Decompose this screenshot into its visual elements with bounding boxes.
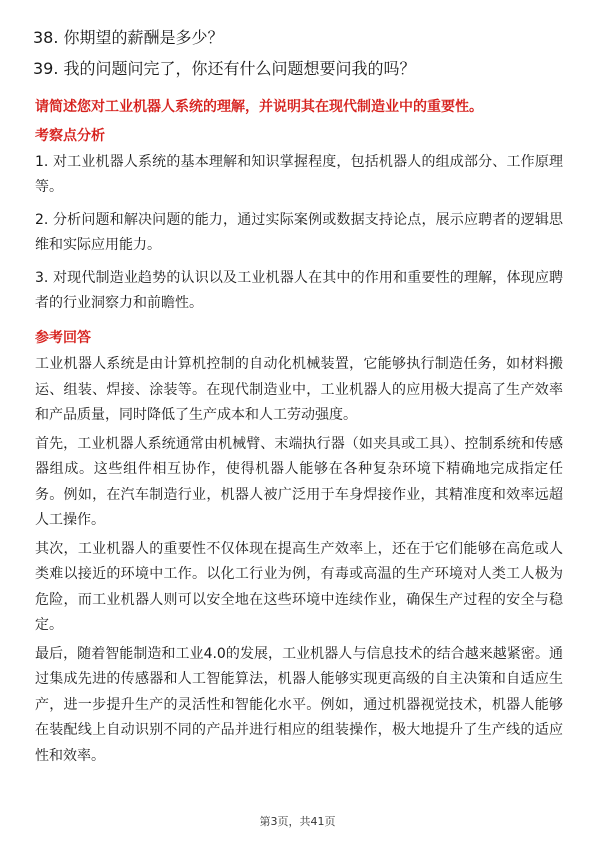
interview-topic: 请简述您对工业机器人系统的理解，并说明其在现代制造业中的重要性。 (35, 99, 483, 115)
analysis-point: 1. 对工业机器人系统的基本理解和知识掌握程度，包括机器人的组成部分、工作原理等。 (35, 154, 563, 195)
analysis-point: 3. 对现代制造业趋势的认识以及工业机器人在其中的作用和重要性的理解，体现应聘者的行业洞察力和前瞻性。 (35, 270, 563, 311)
answer-paragraph: 工业机器人系统是由计算机控制的自动化机械装置，它能够执行制造任务，如材料搬运、组装、焊接、涂装等。在现代制造业中，工业机器人的应用极大提高了生产效率和产品质量，同时降低了生产成本和人工劳动强度。 (35, 356, 563, 423)
answer-paragraph: 首先，工业机器人系统通常由机械臂、末端执行器（如夹具或工具）、控制系统和传感器组成。这些组件相互协作，使得机器人能够在各种复杂环境下精确地完成指定任务。例如，在汽车制造行业，机器人被广泛用于车身焊接作业，其精准度和效率远超人工操作。 (35, 435, 563, 528)
question-39: 39. 我的问题问完了，你还有什么问题想要问我的吗？ (33, 59, 416, 78)
page-number: 第3页，共41页 (259, 815, 336, 828)
answer-body (35, 352, 563, 772)
analysis-heading: 考察点分析 (35, 128, 105, 144)
analysis-points (35, 150, 563, 324)
analysis-point: 2. 分析问题和解决问题的能力，通过实际案例或数据支持论点，展示应聘者的逻辑思维和实际应用能力。 (35, 212, 563, 253)
answer-heading: 参考回答 (35, 330, 91, 346)
answer-paragraph: 其次，工业机器人的重要性不仅体现在提高生产效率上，还在于它们能够在高危或人类难以接近的环境中工作。以化工行业为例，有毒或高温的生产环境对人类工人极为危险，而工业机器人则可以安全地在这些环境中连续作业，确保生产过程的安全与稳定。 (35, 540, 563, 633)
question-38: 38. 你期望的薪酬是多少？ (33, 28, 224, 47)
answer-paragraph: 最后，随着智能制造和工业4.0的发展，工业机器人与信息技术的结合越来越紧密。通过集成先进的传感器和人工智能算法，机器人能够实现更高级的自主决策和自适应生产，进一步提升生产的灵活性和智能化水平。例如，通过机器视觉技术，机器人能够在装配线上自动识别不同的产品并进行相应的组装操作，极大地提升了生产线的适应性和效率。 (35, 645, 563, 764)
